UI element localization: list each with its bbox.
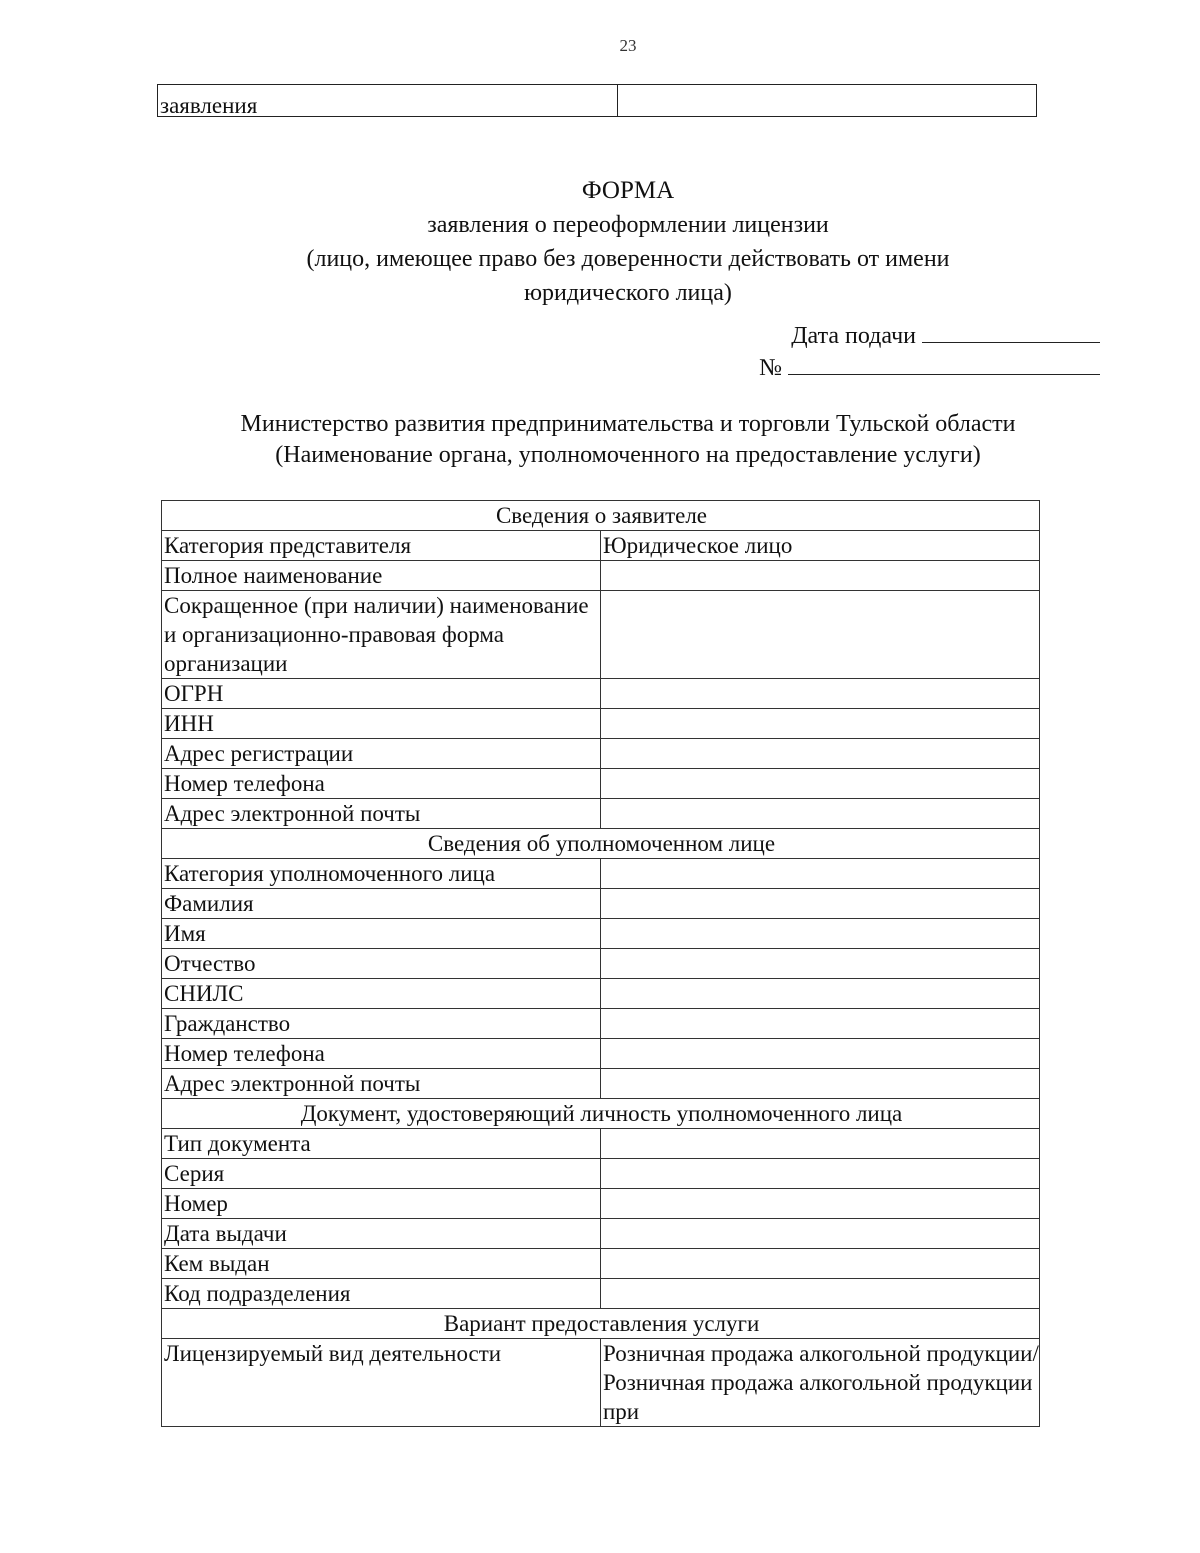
table-row	[162, 1159, 1040, 1189]
field-value[interactable]	[601, 709, 1040, 739]
submission-number-label: №	[759, 355, 782, 381]
section-title: Сведения о заявителе	[162, 501, 1040, 531]
field-label: Сокращенное (при наличии) наименование и организационно-правовая форма организации	[162, 591, 601, 679]
field-label: Адрес электронной почты	[162, 799, 601, 829]
field-label: Категория представителя	[162, 531, 601, 561]
field-value[interactable]	[601, 919, 1040, 949]
table-row	[162, 859, 1040, 889]
field-value[interactable]	[601, 1219, 1040, 1249]
table-row	[162, 799, 1040, 829]
table-row	[162, 1249, 1040, 1279]
form-title	[0, 174, 1200, 310]
application-table	[161, 500, 1040, 1427]
table-row	[162, 1039, 1040, 1069]
field-label: Гражданство	[162, 1009, 601, 1039]
table-row	[162, 1189, 1040, 1219]
field-value[interactable]	[601, 1159, 1040, 1189]
table-row	[162, 769, 1040, 799]
field-label: Номер телефона	[162, 769, 601, 799]
field-label: Тип документа	[162, 1129, 601, 1159]
field-label: ОГРН	[162, 679, 601, 709]
field-label: СНИЛС	[162, 979, 601, 1009]
continuation-label: заявления	[158, 85, 618, 116]
table-row	[162, 679, 1040, 709]
field-value[interactable]	[601, 1009, 1040, 1039]
field-label: Серия	[162, 1159, 601, 1189]
table-row	[162, 531, 1040, 561]
form-title-applicant-2: юридического лица)	[524, 280, 732, 306]
ministry-name: Министерство развития предпринимательства и торговли Тульской области	[240, 411, 1016, 437]
section-row-identity-doc	[162, 1099, 1040, 1129]
table-row	[162, 889, 1040, 919]
field-value[interactable]	[601, 1189, 1040, 1219]
table-row	[162, 709, 1040, 739]
submission-number-row	[700, 352, 1100, 384]
form-title-subject: заявления о переоформлении лицензии	[427, 212, 829, 238]
table-row	[162, 1129, 1040, 1159]
field-value[interactable]	[601, 679, 1040, 709]
field-label: Адрес регистрации	[162, 739, 601, 769]
field-label: Дата выдачи	[162, 1219, 601, 1249]
table-row	[162, 979, 1040, 1009]
field-value[interactable]	[601, 1249, 1040, 1279]
field-label: Код подразделения	[162, 1279, 601, 1309]
field-label: Отчество	[162, 949, 601, 979]
field-value[interactable]	[601, 859, 1040, 889]
field-value[interactable]: Юридическое лицо	[601, 531, 1040, 561]
submission-date-field[interactable]	[922, 322, 1100, 343]
field-value[interactable]	[601, 979, 1040, 1009]
field-value[interactable]	[601, 1039, 1040, 1069]
field-value[interactable]	[601, 1129, 1040, 1159]
field-label: ИНН	[162, 709, 601, 739]
field-label: Фамилия	[162, 889, 601, 919]
submission-number-field[interactable]	[788, 354, 1100, 375]
field-value[interactable]	[601, 591, 1040, 679]
section-row-authorized	[162, 829, 1040, 859]
section-row-service-variant	[162, 1309, 1040, 1339]
field-label: Адрес электронной почты	[162, 1069, 601, 1099]
field-value[interactable]	[601, 799, 1040, 829]
page-number: 23	[619, 36, 637, 55]
field-label: Имя	[162, 919, 601, 949]
table-row	[162, 561, 1040, 591]
section-title: Вариант предоставления услуги	[162, 1309, 1040, 1339]
field-label: Номер телефона	[162, 1039, 601, 1069]
field-value[interactable]	[601, 889, 1040, 919]
table-row	[162, 1279, 1040, 1309]
field-label: Категория уполномоченного лица	[162, 859, 601, 889]
ministry-caption: (Наименование органа, уполномоченного на предоставление услуги)	[275, 442, 981, 468]
field-label: Лицензируемый вид деятельности	[162, 1339, 601, 1427]
submission-date-label: Дата подачи	[791, 323, 916, 349]
ministry-block	[0, 409, 1200, 471]
form-title-heading: ФОРМА	[581, 177, 675, 204]
field-label: Полное наименование	[162, 561, 601, 591]
submission-date-row	[700, 320, 1100, 352]
section-row-applicant	[162, 501, 1040, 531]
field-value[interactable]: Розничная продажа алкогольной продукции/Розничная продажа алкогольной продукции при	[601, 1339, 1040, 1427]
table-row	[162, 739, 1040, 769]
section-title: Сведения об уполномоченном лице	[162, 829, 1040, 859]
field-value[interactable]	[601, 561, 1040, 591]
field-value[interactable]	[601, 769, 1040, 799]
form-title-applicant-1: (лицо, имеющее право без доверенности действовать от имени	[306, 246, 950, 272]
table-row	[162, 591, 1040, 679]
section-title: Документ, удостоверяющий личность уполномоченного лица	[162, 1099, 1040, 1129]
continuation-table	[157, 84, 1037, 117]
field-label: Номер	[162, 1189, 601, 1219]
table-row	[162, 919, 1040, 949]
field-value[interactable]	[601, 1069, 1040, 1099]
table-row	[162, 949, 1040, 979]
submission-block	[700, 320, 1100, 384]
field-value[interactable]	[601, 1279, 1040, 1309]
table-row	[162, 1339, 1040, 1427]
table-row	[162, 1009, 1040, 1039]
table-row	[162, 1219, 1040, 1249]
table-row	[162, 1069, 1040, 1099]
field-value[interactable]	[601, 739, 1040, 769]
field-label: Кем выдан	[162, 1249, 601, 1279]
continuation-value	[618, 85, 1036, 116]
field-value[interactable]	[601, 949, 1040, 979]
